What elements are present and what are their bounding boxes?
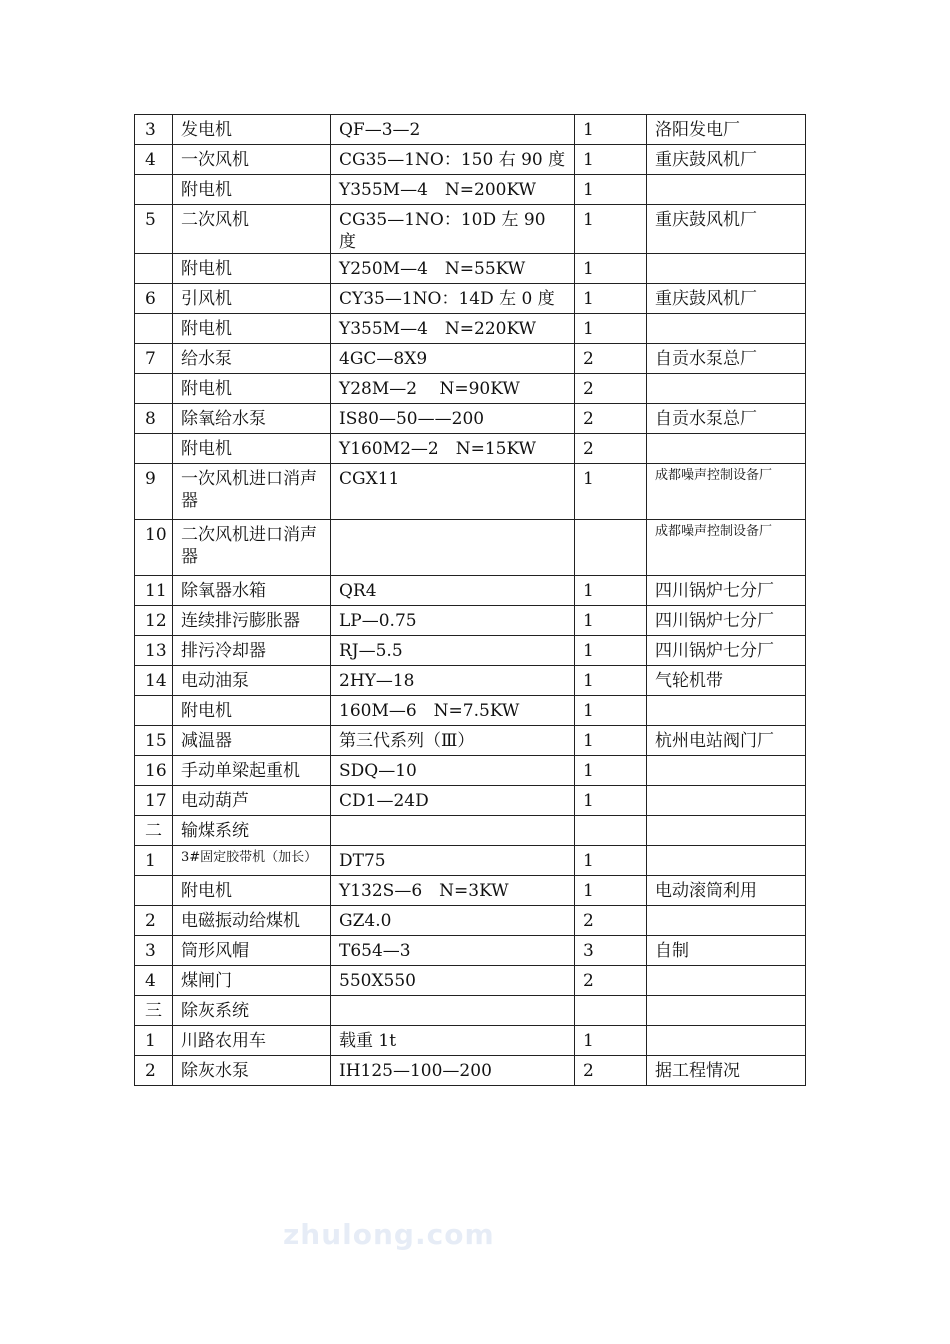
row-number-cell: 二 bbox=[135, 816, 173, 846]
model-spec-cell: DT75 bbox=[331, 846, 575, 876]
manufacturer-cell: 自贡水泵总厂 bbox=[647, 404, 806, 434]
table-row bbox=[135, 175, 806, 205]
table-row bbox=[135, 115, 806, 145]
quantity-cell bbox=[575, 816, 647, 846]
row-number-cell: 2 bbox=[135, 906, 173, 936]
manufacturer-cell: 四川锅炉七分厂 bbox=[647, 636, 806, 666]
model-spec-cell bbox=[331, 520, 575, 576]
row-number-cell: 2 bbox=[135, 1056, 173, 1086]
quantity-cell: 1 bbox=[575, 145, 647, 175]
table-row bbox=[135, 254, 806, 284]
table-row bbox=[135, 666, 806, 696]
equipment-name-cell: 附电机 bbox=[173, 374, 331, 404]
table-row bbox=[135, 696, 806, 726]
row-number-cell: 11 bbox=[135, 576, 173, 606]
model-spec-cell: QF—3—2 bbox=[331, 115, 575, 145]
equipment-name-cell: 煤闸门 bbox=[173, 966, 331, 996]
row-number-cell: 14 bbox=[135, 666, 173, 696]
equipment-name-cell: 电动油泵 bbox=[173, 666, 331, 696]
table-row bbox=[135, 726, 806, 756]
quantity-cell: 2 bbox=[575, 374, 647, 404]
equipment-name-cell: 除氧给水泵 bbox=[173, 404, 331, 434]
table-row bbox=[135, 145, 806, 175]
model-spec-cell: 载重 1t bbox=[331, 1026, 575, 1056]
manufacturer-cell: 洛阳发电厂 bbox=[647, 115, 806, 145]
table-row bbox=[135, 636, 806, 666]
row-number-cell: 6 bbox=[135, 284, 173, 314]
quantity-cell: 1 bbox=[575, 726, 647, 756]
model-spec-cell bbox=[331, 816, 575, 846]
quantity-cell: 2 bbox=[575, 1056, 647, 1086]
model-spec-cell: IH125—100—200 bbox=[331, 1056, 575, 1086]
manufacturer-cell bbox=[647, 756, 806, 786]
quantity-cell: 2 bbox=[575, 404, 647, 434]
manufacturer-cell bbox=[647, 175, 806, 205]
model-spec-cell: CY35—1NO：14D 左 0 度 bbox=[331, 284, 575, 314]
quantity-cell: 1 bbox=[575, 464, 647, 520]
table-row bbox=[135, 205, 806, 254]
manufacturer-cell bbox=[647, 816, 806, 846]
quantity-cell: 1 bbox=[575, 205, 647, 254]
row-number-cell: 3 bbox=[135, 115, 173, 145]
row-number-cell: 3 bbox=[135, 936, 173, 966]
manufacturer-cell bbox=[647, 846, 806, 876]
equipment-name-cell: 除氧器水箱 bbox=[173, 576, 331, 606]
equipment-name-cell: 除灰水泵 bbox=[173, 1056, 331, 1086]
equipment-name-cell: 附电机 bbox=[173, 434, 331, 464]
watermark: zhulong.com bbox=[283, 1218, 495, 1251]
model-spec-cell: T654—3 bbox=[331, 936, 575, 966]
table-row bbox=[135, 1026, 806, 1056]
quantity-cell: 1 bbox=[575, 636, 647, 666]
equipment-name-cell: 排污冷却器 bbox=[173, 636, 331, 666]
table-row bbox=[135, 374, 806, 404]
quantity-cell: 2 bbox=[575, 344, 647, 374]
table-row bbox=[135, 1056, 806, 1086]
model-spec-cell: Y250M—4 N=55KW bbox=[331, 254, 575, 284]
equipment-name-cell: 一次风机进口消声器 bbox=[173, 464, 331, 520]
row-number-cell: 4 bbox=[135, 966, 173, 996]
quantity-cell: 1 bbox=[575, 254, 647, 284]
equipment-name-cell: 引风机 bbox=[173, 284, 331, 314]
model-spec-cell: CD1—24D bbox=[331, 786, 575, 816]
model-spec-cell: CGX11 bbox=[331, 464, 575, 520]
table-row bbox=[135, 846, 806, 876]
quantity-cell: 2 bbox=[575, 434, 647, 464]
quantity-cell: 1 bbox=[575, 576, 647, 606]
model-spec-cell: 550X550 bbox=[331, 966, 575, 996]
equipment-name-cell: 附电机 bbox=[173, 876, 331, 906]
manufacturer-cell: 据工程情况 bbox=[647, 1056, 806, 1086]
model-spec-cell: Y28M—2 N=90KW bbox=[331, 374, 575, 404]
quantity-cell bbox=[575, 996, 647, 1026]
quantity-cell bbox=[575, 520, 647, 576]
manufacturer-cell: 四川锅炉七分厂 bbox=[647, 606, 806, 636]
quantity-cell: 1 bbox=[575, 786, 647, 816]
model-spec-cell: CG35—1NO：150 右 90 度 bbox=[331, 145, 575, 175]
manufacturer-cell: 成都噪声控制设备厂 bbox=[647, 464, 806, 520]
equipment-name-cell: 附电机 bbox=[173, 175, 331, 205]
row-number-cell: 17 bbox=[135, 786, 173, 816]
quantity-cell: 3 bbox=[575, 936, 647, 966]
model-spec-cell: 160M—6 N=7.5KW bbox=[331, 696, 575, 726]
quantity-cell: 1 bbox=[575, 756, 647, 786]
table-row bbox=[135, 314, 806, 344]
manufacturer-cell: 电动滚筒利用 bbox=[647, 876, 806, 906]
model-spec-cell: GZ4.0 bbox=[331, 906, 575, 936]
manufacturer-cell bbox=[647, 374, 806, 404]
manufacturer-cell: 成都噪声控制设备厂 bbox=[647, 520, 806, 576]
equipment-name-cell: 二次风机 bbox=[173, 205, 331, 254]
quantity-cell: 1 bbox=[575, 284, 647, 314]
row-number-cell: 1 bbox=[135, 1026, 173, 1056]
manufacturer-cell bbox=[647, 906, 806, 936]
quantity-cell: 1 bbox=[575, 1026, 647, 1056]
manufacturer-cell: 重庆鼓风机厂 bbox=[647, 205, 806, 254]
quantity-cell: 1 bbox=[575, 115, 647, 145]
table-row bbox=[135, 996, 806, 1026]
equipment-name-cell: 附电机 bbox=[173, 696, 331, 726]
table-row bbox=[135, 756, 806, 786]
manufacturer-cell: 四川锅炉七分厂 bbox=[647, 576, 806, 606]
model-spec-cell: LP—0.75 bbox=[331, 606, 575, 636]
equipment-name-cell: 给水泵 bbox=[173, 344, 331, 374]
table-row bbox=[135, 576, 806, 606]
manufacturer-cell: 重庆鼓风机厂 bbox=[647, 145, 806, 175]
equipment-name-cell: 附电机 bbox=[173, 314, 331, 344]
manufacturer-cell bbox=[647, 1026, 806, 1056]
model-spec-cell: Y355M—4 N=220KW bbox=[331, 314, 575, 344]
row-number-cell: 15 bbox=[135, 726, 173, 756]
equipment-name-cell: 二次风机进口消声器 bbox=[173, 520, 331, 576]
equipment-name-cell: 电磁振动给煤机 bbox=[173, 906, 331, 936]
manufacturer-cell bbox=[647, 254, 806, 284]
model-spec-cell: CG35—1NO：10D 左 90 度 bbox=[331, 205, 575, 254]
manufacturer-cell bbox=[647, 696, 806, 726]
equipment-name-cell: 川路农用车 bbox=[173, 1026, 331, 1056]
table-row bbox=[135, 284, 806, 314]
equipment-name-cell: 减温器 bbox=[173, 726, 331, 756]
row-number-cell: 12 bbox=[135, 606, 173, 636]
model-spec-cell: SDQ—10 bbox=[331, 756, 575, 786]
model-spec-cell bbox=[331, 996, 575, 1026]
manufacturer-cell: 自制 bbox=[647, 936, 806, 966]
table-row bbox=[135, 876, 806, 906]
manufacturer-cell: 重庆鼓风机厂 bbox=[647, 284, 806, 314]
equipment-name-cell: 3#固定胶带机（加长） bbox=[173, 846, 331, 876]
table-row bbox=[135, 786, 806, 816]
equipment-table bbox=[134, 114, 806, 1086]
table-row bbox=[135, 936, 806, 966]
table-row bbox=[135, 966, 806, 996]
table-row bbox=[135, 434, 806, 464]
model-spec-cell: Y132S—6 N=3KW bbox=[331, 876, 575, 906]
row-number-cell: 10 bbox=[135, 520, 173, 576]
row-number-cell bbox=[135, 374, 173, 404]
model-spec-cell: 2HY—18 bbox=[331, 666, 575, 696]
row-number-cell: 1 bbox=[135, 846, 173, 876]
quantity-cell: 1 bbox=[575, 606, 647, 636]
equipment-name-cell: 连续排污膨胀器 bbox=[173, 606, 331, 636]
table-row bbox=[135, 404, 806, 434]
row-number-cell bbox=[135, 876, 173, 906]
row-number-cell bbox=[135, 434, 173, 464]
equipment-name-cell: 手动单梁起重机 bbox=[173, 756, 331, 786]
model-spec-cell: 第三代系列（Ⅲ） bbox=[331, 726, 575, 756]
manufacturer-cell: 自贡水泵总厂 bbox=[647, 344, 806, 374]
equipment-name-cell: 输煤系统 bbox=[173, 816, 331, 846]
row-number-cell: 16 bbox=[135, 756, 173, 786]
row-number-cell: 8 bbox=[135, 404, 173, 434]
equipment-table-body bbox=[135, 115, 806, 1086]
equipment-name-cell: 附电机 bbox=[173, 254, 331, 284]
table-row bbox=[135, 606, 806, 636]
model-spec-cell: Y355M—4 N=200KW bbox=[331, 175, 575, 205]
model-spec-cell: RJ—5.5 bbox=[331, 636, 575, 666]
manufacturer-cell bbox=[647, 314, 806, 344]
table-row bbox=[135, 906, 806, 936]
table-row bbox=[135, 344, 806, 374]
quantity-cell: 2 bbox=[575, 966, 647, 996]
manufacturer-cell bbox=[647, 786, 806, 816]
manufacturer-cell: 杭州电站阀门厂 bbox=[647, 726, 806, 756]
row-number-cell bbox=[135, 175, 173, 205]
table-row bbox=[135, 816, 806, 846]
model-spec-cell: QR4 bbox=[331, 576, 575, 606]
row-number-cell: 7 bbox=[135, 344, 173, 374]
manufacturer-cell bbox=[647, 434, 806, 464]
manufacturer-cell bbox=[647, 966, 806, 996]
table-row bbox=[135, 464, 806, 520]
quantity-cell: 2 bbox=[575, 906, 647, 936]
quantity-cell: 1 bbox=[575, 696, 647, 726]
row-number-cell: 5 bbox=[135, 205, 173, 254]
row-number-cell bbox=[135, 254, 173, 284]
manufacturer-cell bbox=[647, 996, 806, 1026]
equipment-name-cell: 一次风机 bbox=[173, 145, 331, 175]
equipment-name-cell: 筒形风帽 bbox=[173, 936, 331, 966]
manufacturer-cell: 气轮机带 bbox=[647, 666, 806, 696]
row-number-cell bbox=[135, 696, 173, 726]
model-spec-cell: IS80—50——200 bbox=[331, 404, 575, 434]
row-number-cell: 9 bbox=[135, 464, 173, 520]
quantity-cell: 1 bbox=[575, 314, 647, 344]
model-spec-cell: Y160M2—2 N=15KW bbox=[331, 434, 575, 464]
quantity-cell: 1 bbox=[575, 876, 647, 906]
equipment-name-cell: 电动葫芦 bbox=[173, 786, 331, 816]
quantity-cell: 1 bbox=[575, 175, 647, 205]
quantity-cell: 1 bbox=[575, 846, 647, 876]
quantity-cell: 1 bbox=[575, 666, 647, 696]
row-number-cell bbox=[135, 314, 173, 344]
row-number-cell: 4 bbox=[135, 145, 173, 175]
table-row bbox=[135, 520, 806, 576]
model-spec-cell: 4GC—8X9 bbox=[331, 344, 575, 374]
equipment-name-cell: 发电机 bbox=[173, 115, 331, 145]
row-number-cell: 13 bbox=[135, 636, 173, 666]
row-number-cell: 三 bbox=[135, 996, 173, 1026]
equipment-name-cell: 除灰系统 bbox=[173, 996, 331, 1026]
